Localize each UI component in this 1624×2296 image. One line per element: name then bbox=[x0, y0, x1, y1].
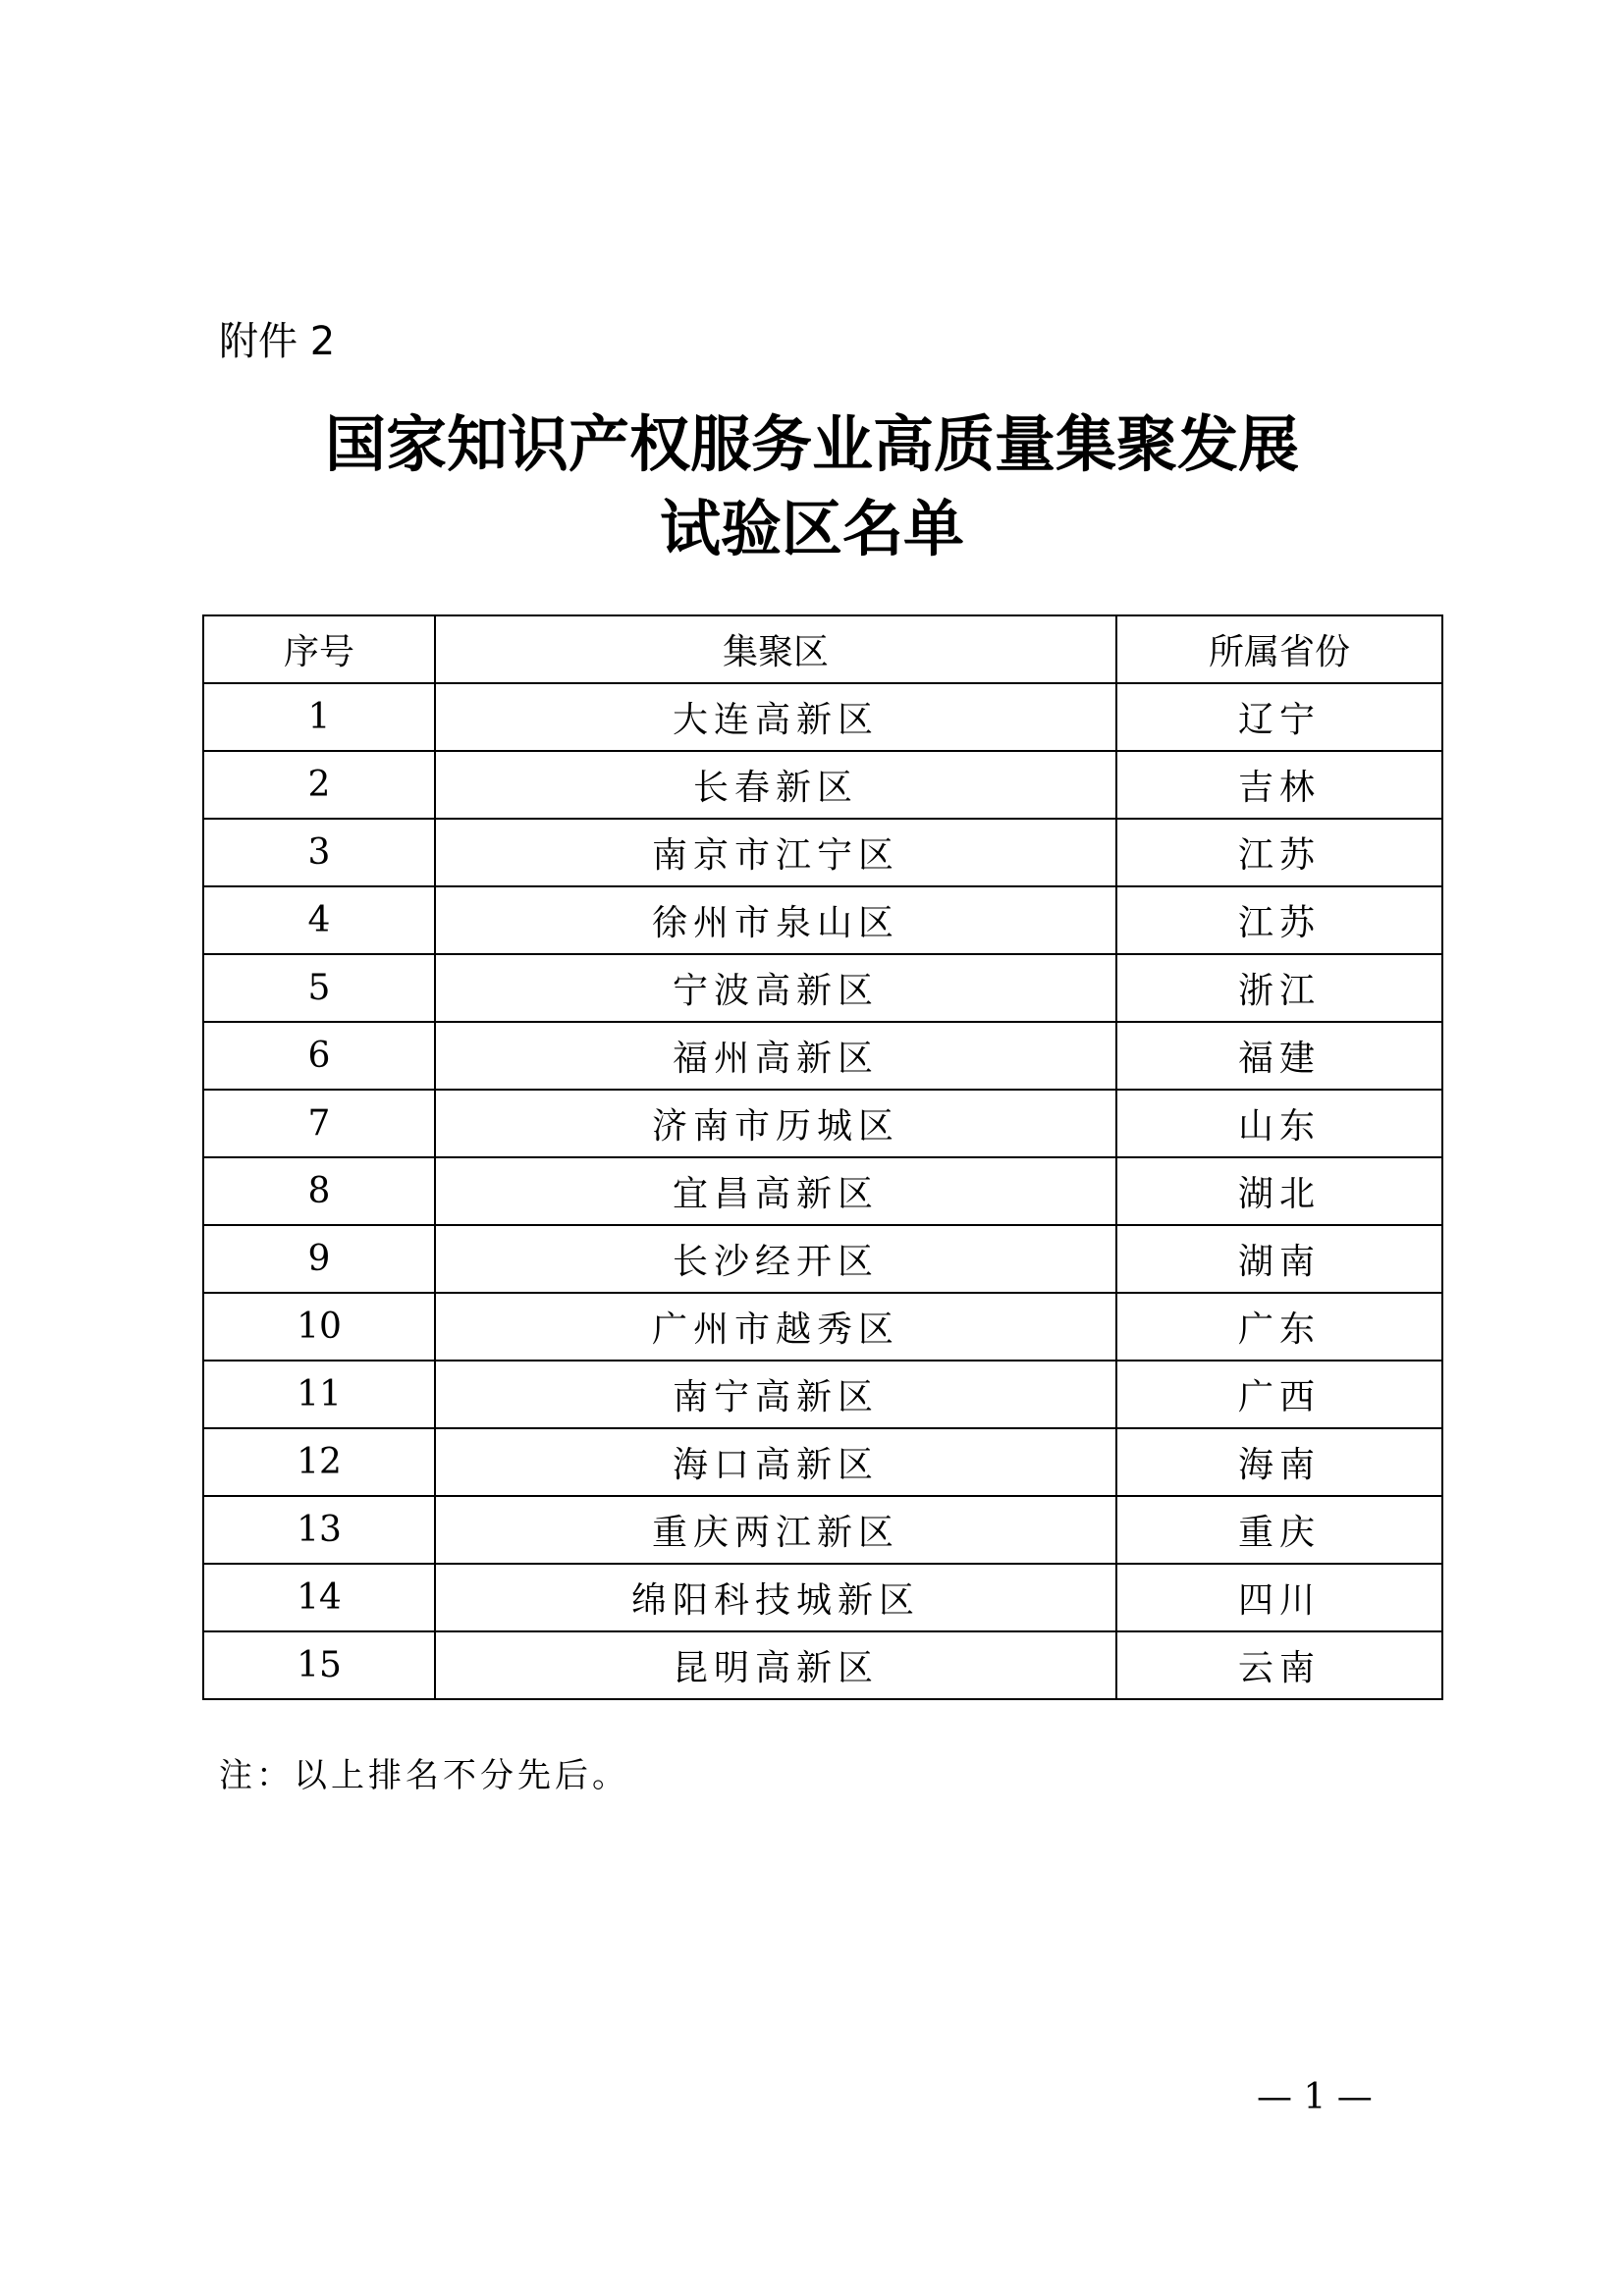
page-number: — 1 — bbox=[1257, 2077, 1373, 2117]
title-line-1: 国家知识产权服务业高质量集聚发展 bbox=[324, 408, 1299, 480]
table-row bbox=[203, 1090, 1442, 1157]
table-row bbox=[203, 819, 1442, 886]
cluster-zone-cell: 绵阳科技城新区 bbox=[435, 1564, 1116, 1631]
table-row bbox=[203, 1631, 1442, 1699]
table-row bbox=[203, 751, 1442, 819]
cluster-zone-cell: 昆明高新区 bbox=[435, 1631, 1116, 1699]
table-header-row bbox=[203, 615, 1442, 683]
table-row bbox=[203, 1157, 1442, 1225]
serial-number-cell: 14 bbox=[203, 1564, 435, 1631]
header-cluster-zone: 集聚区 bbox=[435, 615, 1116, 683]
serial-number-cell: 13 bbox=[203, 1496, 435, 1564]
province-cell: 辽宁 bbox=[1116, 683, 1442, 751]
table-row bbox=[203, 886, 1442, 954]
province-cell: 广东 bbox=[1116, 1293, 1442, 1361]
serial-number-cell: 7 bbox=[203, 1090, 435, 1157]
cluster-zone-cell: 济南市历城区 bbox=[435, 1090, 1116, 1157]
cluster-zone-cell: 宁波高新区 bbox=[435, 954, 1116, 1022]
serial-number-cell: 8 bbox=[203, 1157, 435, 1225]
province-cell: 吉林 bbox=[1116, 751, 1442, 819]
cluster-zone-cell: 徐州市泉山区 bbox=[435, 886, 1116, 954]
cluster-zone-cell: 广州市越秀区 bbox=[435, 1293, 1116, 1361]
attachment-label: 附件 2 bbox=[219, 319, 336, 364]
cluster-zone-cell: 长沙经开区 bbox=[435, 1225, 1116, 1293]
serial-number-cell: 9 bbox=[203, 1225, 435, 1293]
table-row bbox=[203, 1293, 1442, 1361]
pilot-zone-table bbox=[202, 614, 1443, 1700]
cluster-zone-cell: 重庆两江新区 bbox=[435, 1496, 1116, 1564]
serial-number-cell: 4 bbox=[203, 886, 435, 954]
table-row bbox=[203, 1022, 1442, 1090]
table-row bbox=[203, 683, 1442, 751]
province-cell: 湖北 bbox=[1116, 1157, 1442, 1225]
province-cell: 四川 bbox=[1116, 1564, 1442, 1631]
table-row bbox=[203, 1428, 1442, 1496]
province-cell: 海南 bbox=[1116, 1428, 1442, 1496]
province-cell: 福建 bbox=[1116, 1022, 1442, 1090]
serial-number-cell: 12 bbox=[203, 1428, 435, 1496]
cluster-zone-cell: 福州高新区 bbox=[435, 1022, 1116, 1090]
ranking-note: 注：以上排名不分先后。 bbox=[219, 1756, 629, 1795]
title-line-2: 试验区名单 bbox=[659, 493, 964, 564]
cluster-zone-cell: 南京市江宁区 bbox=[435, 819, 1116, 886]
cluster-zone-cell: 宜昌高新区 bbox=[435, 1157, 1116, 1225]
serial-number-cell: 2 bbox=[203, 751, 435, 819]
serial-number-cell: 15 bbox=[203, 1631, 435, 1699]
document-title bbox=[0, 402, 1624, 571]
table-row bbox=[203, 1361, 1442, 1428]
table-row bbox=[203, 1496, 1442, 1564]
header-serial-number: 序号 bbox=[203, 615, 435, 683]
cluster-zone-cell: 海口高新区 bbox=[435, 1428, 1116, 1496]
province-cell: 浙江 bbox=[1116, 954, 1442, 1022]
header-province: 所属省份 bbox=[1116, 615, 1442, 683]
province-cell: 山东 bbox=[1116, 1090, 1442, 1157]
table-row bbox=[203, 1225, 1442, 1293]
province-cell: 云南 bbox=[1116, 1631, 1442, 1699]
cluster-zone-cell: 南宁高新区 bbox=[435, 1361, 1116, 1428]
serial-number-cell: 3 bbox=[203, 819, 435, 886]
cluster-zone-cell: 长春新区 bbox=[435, 751, 1116, 819]
serial-number-cell: 6 bbox=[203, 1022, 435, 1090]
table-row bbox=[203, 1564, 1442, 1631]
serial-number-cell: 5 bbox=[203, 954, 435, 1022]
province-cell: 广西 bbox=[1116, 1361, 1442, 1428]
cluster-zone-cell: 大连高新区 bbox=[435, 683, 1116, 751]
province-cell: 江苏 bbox=[1116, 819, 1442, 886]
serial-number-cell: 10 bbox=[203, 1293, 435, 1361]
province-cell: 江苏 bbox=[1116, 886, 1442, 954]
province-cell: 重庆 bbox=[1116, 1496, 1442, 1564]
serial-number-cell: 1 bbox=[203, 683, 435, 751]
table-row bbox=[203, 954, 1442, 1022]
serial-number-cell: 11 bbox=[203, 1361, 435, 1428]
province-cell: 湖南 bbox=[1116, 1225, 1442, 1293]
